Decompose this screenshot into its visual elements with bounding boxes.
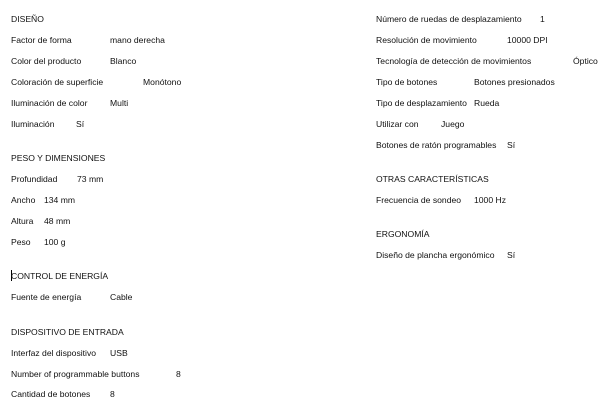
spec-label-iluminacion: Iluminación: [11, 119, 55, 129]
spec-label-frecuencia-sondeo: Frecuencia de sondeo: [376, 195, 462, 205]
spec-label-tipo-desplazamiento: Tipo de desplazamiento: [376, 98, 467, 108]
spec-label-cantidad-botones: Cantidad de botones: [11, 389, 91, 399]
spec-value-iluminacion: Sí: [76, 119, 85, 129]
spec-label-ruedas-desplazamiento: Número de ruedas de desplazamiento: [376, 14, 522, 24]
spec-value-tipo-botones: Botones presionados: [474, 77, 555, 87]
spec-label-botones-programables: Botones de ratón programables: [376, 140, 497, 150]
spec-value-coloracion-superficie: Monótono: [143, 77, 182, 87]
spec-value-plancha-ergonomica: Sí: [507, 250, 516, 260]
spec-label-tipo-botones: Tipo de botones: [376, 77, 438, 87]
spec-value-iluminacion-color: Multi: [110, 98, 129, 108]
spec-value-altura: 48 mm: [44, 216, 71, 226]
spec-value-ancho: 134 mm: [44, 195, 76, 205]
spec-label-interfaz-dispositivo: Interfaz del dispositivo: [11, 348, 97, 358]
spec-value-resolucion-movimiento: 10000 DPI: [507, 35, 548, 45]
spec-label-plancha-ergonomica: Diseño de plancha ergonómico: [376, 250, 495, 260]
spec-value-factor-de-forma: mano derecha: [110, 35, 165, 45]
spec-label-iluminacion-color: Iluminación de color: [11, 98, 88, 108]
spec-label-peso: Peso: [11, 237, 31, 247]
section-heading-dispositivo-entrada: DISPOSITIVO DE ENTRADA: [11, 327, 124, 337]
spec-label-programmable-buttons: Number of programmable buttons: [11, 369, 140, 379]
spec-value-utilizar-con: Juego: [441, 119, 465, 129]
section-heading-diseno: DISEÑO: [11, 14, 44, 24]
spec-value-interfaz-dispositivo: USB: [110, 348, 128, 358]
section-heading-ergonomia: ERGONOMÍA: [376, 229, 430, 239]
spec-label-resolucion-movimiento: Resolución de movimiento: [376, 35, 477, 45]
spec-value-tecnologia-deteccion: Óptico: [573, 56, 598, 66]
spec-label-fuente-energia: Fuente de energía: [11, 292, 82, 302]
spec-label-profundidad: Profundidad: [11, 174, 58, 184]
spec-label-tecnologia-deteccion: Tecnología de detección de movimientos: [376, 56, 532, 66]
spec-value-tipo-desplazamiento: Rueda: [474, 98, 500, 108]
spec-label-utilizar-con: Utilizar con: [376, 119, 419, 129]
spec-value-peso: 100 g: [44, 237, 66, 247]
section-heading-peso-dimensiones: PESO Y DIMENSIONES: [11, 153, 106, 163]
spec-label-coloracion-superficie: Coloración de superficie: [11, 77, 104, 87]
spec-value-cantidad-botones: 8: [110, 389, 115, 399]
spec-label-factor-de-forma: Factor de forma: [11, 35, 72, 45]
spec-value-botones-programables: Sí: [507, 140, 516, 150]
spec-value-frecuencia-sondeo: 1000 Hz: [474, 195, 507, 205]
section-heading-otras-caracteristicas: OTRAS CARACTERÍSTICAS: [376, 174, 489, 184]
spec-label-altura: Altura: [11, 216, 34, 226]
spec-value-profundidad: 73 mm: [77, 174, 104, 184]
spec-value-programmable-buttons: 8: [176, 369, 181, 379]
spec-label-ancho: Ancho: [11, 195, 36, 205]
spec-value-color-producto: Blanco: [110, 56, 137, 66]
section-heading-control-energia: CONTROL DE ENERGÍA: [11, 271, 109, 281]
spec-value-ruedas-desplazamiento: 1: [540, 14, 545, 24]
spec-value-fuente-energia: Cable: [110, 292, 133, 302]
spec-label-color-producto: Color del producto: [11, 56, 82, 66]
